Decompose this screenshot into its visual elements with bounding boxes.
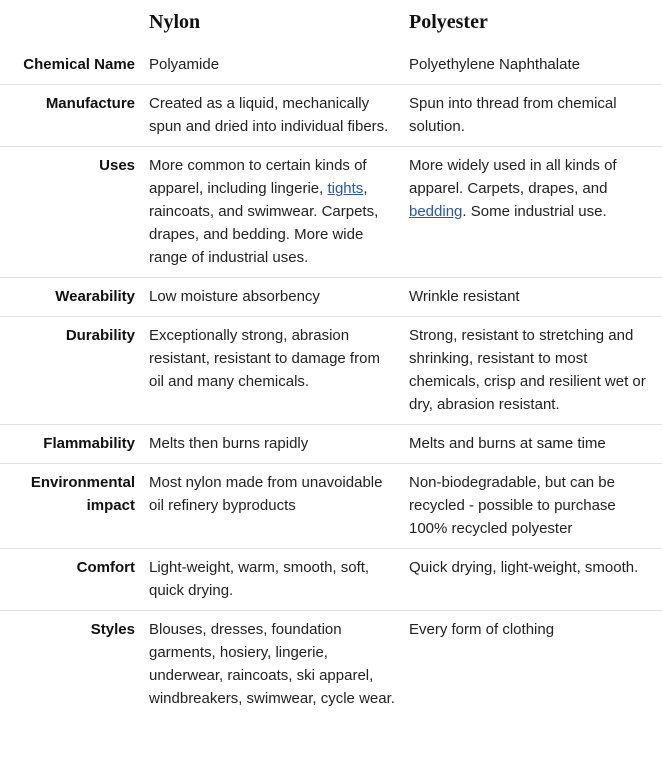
table-header-row [0,0,662,46]
table-row-styles [0,611,662,719]
polyester-uses-text-b: . Some industrial use. [462,203,607,220]
polyester-cell: Wrinkle resistant [409,288,520,305]
nylon-cell: Melts then burns rapidly [149,435,309,452]
polyester-cell: Polyethylene Naphthalate [409,56,580,73]
nylon-cell: Polyamide [149,56,220,73]
row-label: Uses [99,157,135,174]
table-row-environmental-impact [0,464,662,549]
table-row-durability [0,317,662,425]
polyester-cell: Non-biodegradable, but can be recycled - possible to purchase 100% recycled polyester [409,474,616,537]
row-label: Styles [90,621,135,638]
header-nylon: Nylon [149,11,201,33]
nylon-uses-text-b: , raincoats, and swimwear. Carpets, drapes, and bedding. More wide range of industrial uses. [149,180,379,266]
header-polyester: Polyester [409,11,488,33]
row-label: Manufacture [45,95,135,112]
polyester-cell: Every form of clothing [409,621,555,638]
table-row-flammability [0,425,662,464]
nylon-cell: Low moisture absorbency [149,288,320,305]
bedding-link[interactable]: bedding [409,203,463,220]
row-label: Durability [65,327,135,344]
nylon-cell: Blouses, dresses, foundation garments, hosiery, lingerie, underwear, raincoats, ski apparel, windbreakers, swimwear, cycle wear. [149,621,395,707]
nylon-uses-text-a: More common to certain kinds of apparel, including lingerie, [149,157,367,197]
tights-link[interactable]: tights [327,180,364,197]
nylon-cell: Light-weight, warm, smooth, soft, quick drying. [149,559,370,599]
polyester-cell: Strong, resistant to stretching and shrinking, resistant to most chemicals, crisp and resilient wet or dry, abrasion resistant. [409,327,646,413]
polyester-cell: Spun into thread from chemical solution. [409,95,617,135]
polyester-cell: Melts and burns at same time [409,435,606,452]
header-corner [0,0,143,46]
nylon-cell [143,147,403,278]
polyester-cell [403,147,662,278]
nylon-cell: Exceptionally strong, abrasion resistant, resistant to damage from oil and many chemicals. [149,327,380,390]
nylon-cell: Most nylon made from unavoidable oil refinery byproducts [149,474,383,514]
polyester-uses-text-a: More widely used in all kinds of apparel. Carpets, drapes, and [409,157,617,197]
table-row-manufacture [0,85,662,147]
row-label: Comfort [76,559,135,576]
row-label: Environmental impact [30,474,135,514]
table-row-comfort [0,549,662,611]
table-row-chemical-name [0,46,662,85]
nylon-cell: Created as a liquid, mechanically spun and dried into individual fibers. [149,95,389,135]
table-row-uses [0,147,662,278]
polyester-cell: Quick drying, light-weight, smooth. [409,559,639,576]
row-label: Wearability [55,288,135,305]
table-row-wearability [0,278,662,317]
row-label: Flammability [43,435,135,452]
row-label: Chemical Name [23,56,135,73]
